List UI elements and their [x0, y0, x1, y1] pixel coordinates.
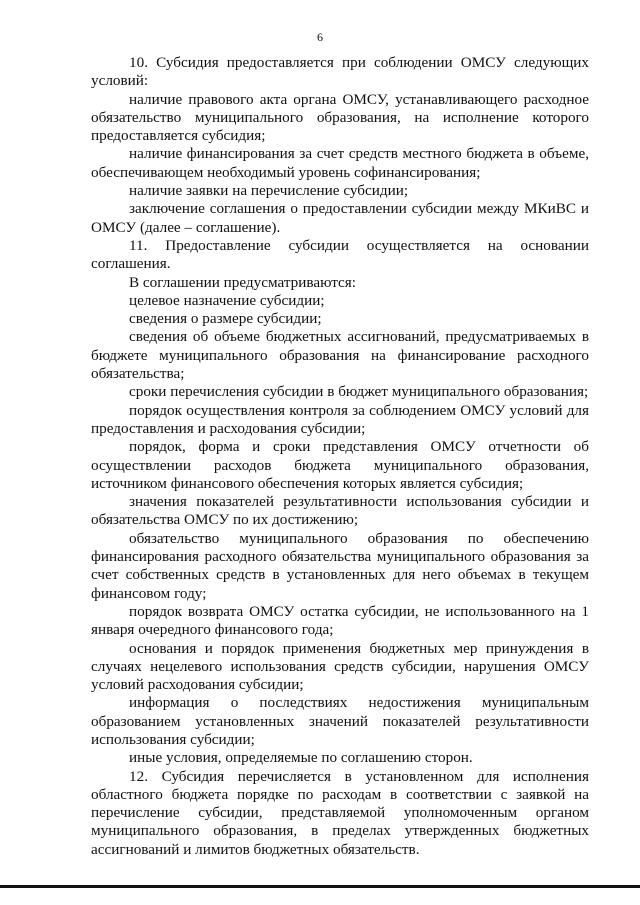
agreement-item-amount: сведения о размере субсидии; [129, 310, 322, 328]
agreement-item-transfer-terms: сроки перечисления субсидии в бюджет муниципального образования; [129, 383, 589, 401]
document-body [91, 54, 589, 859]
page-number: 6 [317, 30, 323, 44]
agreement-item-purpose: целевое назначение субсидии; [129, 291, 325, 309]
agreement-item-reporting: порядок, форма и сроки представления ОМСУ отчетности об осуществлении расходов бюджета муниципального образования, источником финансового обеспечения которых является субсидия; [91, 438, 589, 492]
condition-application: наличие заявки на перечисление субсидии; [129, 182, 409, 200]
agreement-intro: В соглашении предусматриваются: [129, 273, 357, 291]
bottom-rule [0, 885, 640, 888]
agreement-item-indicators: значения показателей результативности использования субсидии и обязательства ОМСУ по их достижению; [91, 493, 589, 529]
condition-legal-act: наличие правового акта органа ОМСУ, устанавливающего расходное обязательство муниципального образования, на исполнение которого предоставляется субсидия; [91, 90, 589, 145]
condition-financing: наличие финансирования за счет средств местного бюджета в объеме, обеспечивающем необходимый уровень софинансирования; [91, 145, 589, 181]
paragraph-11: 11. Предоставление субсидии осуществляется на основании соглашения. [91, 236, 589, 273]
agreement-item-control: порядок осуществления контроля за соблюдением ОМСУ условий для предоставления и расходования субсидии; [91, 401, 589, 437]
condition-agreement: заключение соглашения о предоставлении субсидии между МКиВС и ОМСУ (далее – соглашение). [91, 200, 589, 236]
agreement-item-enforcement: основания и порядок применения бюджетных мер принуждения в случаях нецелевого использования средств субсидии, нарушения ОМСУ условий расходования субсидии; [91, 639, 589, 694]
agreement-item-cofinancing: обязательство муниципального образования по обеспечению финансирования расходного обязательства муниципального образования за счет собственных средств в установленных для него объемах в текущем финансовом году; [91, 529, 589, 602]
paragraph-10: 10. Субсидия предоставляется при соблюдении ОМСУ следующих условий: [91, 54, 589, 90]
agreement-item-consequences: информация о последствиях недостижения муниципальным образованием установленных значений показателей результативности использования субсидии; [91, 694, 589, 748]
agreement-item-allocations: сведения об объеме бюджетных ассигнований, предусматриваемых в бюджете муниципального образования на финансирование расходного обязательства; [91, 328, 589, 383]
agreement-item-other: иные условия, определяемые по соглашению сторон. [129, 749, 473, 767]
agreement-item-refund: порядок возврата ОМСУ остатка субсидии, не использованного на 1 января очередного финансового года; [91, 602, 589, 639]
paragraph-12: 12. Субсидия перечисляется в установленном для исполнения областного бюджета порядке по расходам в соответствии с заявкой на перечисление субсидии, представляемой уполномоченным органом муниципального образования, в пределах утвержденных бюджетных ассигнований и лимитов бюджетных обязательств. [91, 767, 589, 858]
